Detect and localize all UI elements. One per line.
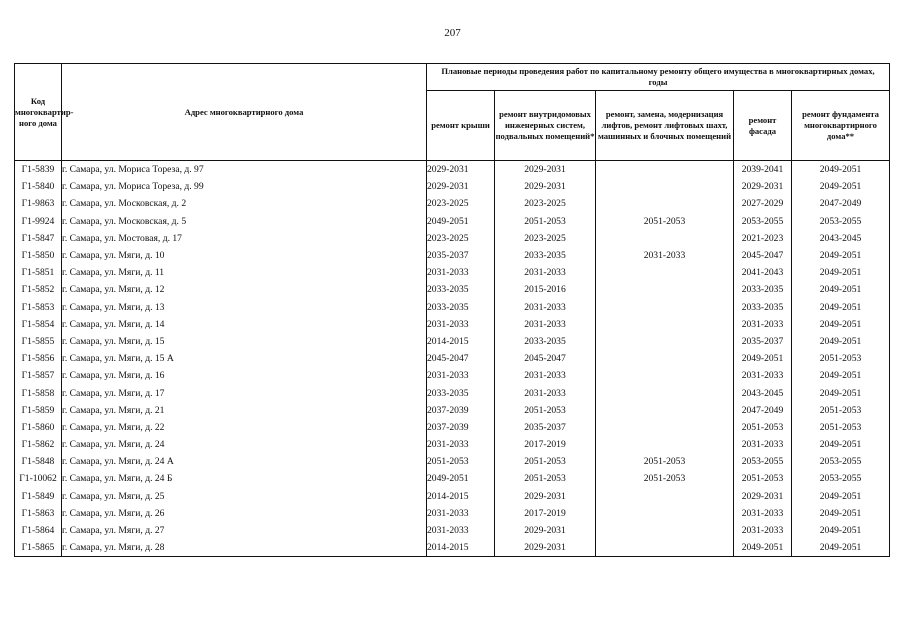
- cell-code: Г1-5863: [15, 505, 62, 522]
- table-body: [15, 161, 890, 557]
- header-foundation: ремонт фундамента многоквартирного дома**: [792, 91, 890, 161]
- cell-address: г. Самара, ул. Мяги, д. 15 А: [62, 350, 427, 367]
- cell-code: Г1-5855: [15, 333, 62, 350]
- cell-systems: 2023-2025: [495, 195, 596, 212]
- cell-foundation: 2053-2055: [792, 453, 890, 470]
- cell-elevators: [596, 384, 734, 401]
- cell-address: г. Самара, ул. Мяги, д. 21: [62, 402, 427, 419]
- header-systems: ремонт внутридомовых инженерных систем, подвальных помещений*: [495, 91, 596, 161]
- cell-foundation: 2049-2051: [792, 539, 890, 557]
- cell-systems: 2033-2035: [495, 333, 596, 350]
- cell-facade: 2031-2033: [734, 522, 792, 539]
- cell-address: г. Самара, ул. Мяги, д. 11: [62, 264, 427, 281]
- header-code: Код многоквартир-ного дома: [15, 64, 62, 161]
- cell-elevators: [596, 161, 734, 179]
- cell-roof: 2051-2053: [427, 453, 495, 470]
- cell-foundation: 2049-2051: [792, 281, 890, 298]
- cell-code: Г1-5840: [15, 178, 62, 195]
- cell-address: г. Самара, ул. Мостовая, д. 17: [62, 230, 427, 247]
- cell-elevators: [596, 264, 734, 281]
- table-row: [15, 367, 890, 384]
- table-row: [15, 470, 890, 487]
- cell-systems: 2029-2031: [495, 522, 596, 539]
- cell-roof: 2031-2033: [427, 522, 495, 539]
- cell-address: г. Самара, ул. Мяги, д. 24: [62, 436, 427, 453]
- cell-address: г. Самара, ул. Мяги, д. 22: [62, 419, 427, 436]
- cell-foundation: 2049-2051: [792, 436, 890, 453]
- cell-roof: 2037-2039: [427, 402, 495, 419]
- cell-roof: 2029-2031: [427, 178, 495, 195]
- cell-facade: 2051-2053: [734, 470, 792, 487]
- cell-facade: 2031-2033: [734, 316, 792, 333]
- cell-roof: 2023-2025: [427, 195, 495, 212]
- cell-roof: 2037-2039: [427, 419, 495, 436]
- cell-address: г. Самара, ул. Мяги, д. 10: [62, 247, 427, 264]
- table-row: [15, 384, 890, 401]
- cell-systems: 2051-2053: [495, 453, 596, 470]
- cell-systems: 2015-2016: [495, 281, 596, 298]
- cell-code: Г1-5864: [15, 522, 62, 539]
- header-address: Адрес многоквартирного дома: [62, 64, 427, 161]
- cell-foundation: 2049-2051: [792, 333, 890, 350]
- cell-address: г. Самара, ул. Мяги, д. 12: [62, 281, 427, 298]
- cell-foundation: 2049-2051: [792, 367, 890, 384]
- cell-systems: 2031-2033: [495, 264, 596, 281]
- cell-systems: 2017-2019: [495, 436, 596, 453]
- cell-systems: 2031-2033: [495, 384, 596, 401]
- table-row: [15, 299, 890, 316]
- cell-foundation: 2049-2051: [792, 299, 890, 316]
- cell-elevators: [596, 178, 734, 195]
- cell-roof: 2031-2033: [427, 436, 495, 453]
- cell-address: г. Самара, ул. Мяги, д. 14: [62, 316, 427, 333]
- cell-address: г. Самара, ул. Мяги, д. 24 Б: [62, 470, 427, 487]
- cell-code: Г1-5862: [15, 436, 62, 453]
- cell-roof: 2031-2033: [427, 367, 495, 384]
- cell-roof: 2031-2033: [427, 264, 495, 281]
- cell-foundation: 2049-2051: [792, 505, 890, 522]
- cell-facade: 2049-2051: [734, 350, 792, 367]
- cell-roof: 2014-2015: [427, 333, 495, 350]
- cell-roof: 2033-2035: [427, 299, 495, 316]
- cell-foundation: 2047-2049: [792, 195, 890, 212]
- cell-facade: 2043-2045: [734, 384, 792, 401]
- cell-code: Г1-9924: [15, 213, 62, 230]
- cell-roof: 2045-2047: [427, 350, 495, 367]
- cell-systems: 2023-2025: [495, 230, 596, 247]
- repair-schedule-table: [14, 63, 890, 557]
- header-periods: Плановые периоды проведения работ по капитальному ремонту общего имущества в многоквартирных домах, годы: [427, 64, 890, 91]
- table-row: [15, 539, 890, 557]
- cell-roof: 2029-2031: [427, 161, 495, 179]
- cell-roof: 2033-2035: [427, 281, 495, 298]
- cell-elevators: [596, 316, 734, 333]
- cell-roof: 2014-2015: [427, 488, 495, 505]
- cell-foundation: 2049-2051: [792, 488, 890, 505]
- cell-facade: 2027-2029: [734, 195, 792, 212]
- table-row: [15, 436, 890, 453]
- cell-code: Г1-5853: [15, 299, 62, 316]
- cell-elevators: [596, 195, 734, 212]
- cell-elevators: [596, 299, 734, 316]
- cell-roof: 2049-2051: [427, 470, 495, 487]
- table-row: [15, 453, 890, 470]
- cell-code: Г1-5851: [15, 264, 62, 281]
- cell-elevators: [596, 436, 734, 453]
- cell-systems: 2045-2047: [495, 350, 596, 367]
- cell-roof: 2035-2037: [427, 247, 495, 264]
- cell-address: г. Самара, ул. Мяги, д. 13: [62, 299, 427, 316]
- table-row: [15, 281, 890, 298]
- table-row: [15, 505, 890, 522]
- cell-foundation: 2051-2053: [792, 419, 890, 436]
- cell-foundation: 2049-2051: [792, 522, 890, 539]
- table-row: [15, 247, 890, 264]
- cell-elevators: [596, 367, 734, 384]
- cell-code: Г1-5865: [15, 539, 62, 557]
- cell-systems: 2029-2031: [495, 539, 596, 557]
- cell-elevators: [596, 505, 734, 522]
- table-row: [15, 213, 890, 230]
- cell-code: Г1-5856: [15, 350, 62, 367]
- table-row: [15, 350, 890, 367]
- cell-address: г. Самара, ул. Мяги, д. 28: [62, 539, 427, 557]
- cell-address: г. Самара, ул. Мяги, д. 25: [62, 488, 427, 505]
- cell-elevators: [596, 230, 734, 247]
- cell-facade: 2035-2037: [734, 333, 792, 350]
- cell-facade: 2021-2023: [734, 230, 792, 247]
- cell-facade: 2033-2035: [734, 281, 792, 298]
- cell-facade: 2033-2035: [734, 299, 792, 316]
- cell-address: г. Самара, ул. Мяги, д. 26: [62, 505, 427, 522]
- cell-systems: 2029-2031: [495, 178, 596, 195]
- cell-elevators: 2051-2053: [596, 470, 734, 487]
- cell-facade: 2049-2051: [734, 539, 792, 557]
- cell-foundation: 2049-2051: [792, 247, 890, 264]
- cell-code: Г1-9863: [15, 195, 62, 212]
- table-row: [15, 178, 890, 195]
- cell-foundation: 2049-2051: [792, 264, 890, 281]
- cell-address: г. Самара, ул. Мяги, д. 17: [62, 384, 427, 401]
- cell-code: Г1-5857: [15, 367, 62, 384]
- cell-systems: 2051-2053: [495, 213, 596, 230]
- cell-address: г. Самара, ул. Мяги, д. 15: [62, 333, 427, 350]
- cell-code: Г1-5850: [15, 247, 62, 264]
- cell-code: Г1-10062: [15, 470, 62, 487]
- cell-facade: 2045-2047: [734, 247, 792, 264]
- cell-foundation: 2049-2051: [792, 161, 890, 179]
- cell-systems: 2031-2033: [495, 316, 596, 333]
- table-row: [15, 264, 890, 281]
- table-row: [15, 230, 890, 247]
- cell-elevators: 2051-2053: [596, 453, 734, 470]
- table-row: [15, 161, 890, 179]
- cell-foundation: 2049-2051: [792, 316, 890, 333]
- table-row: [15, 488, 890, 505]
- header-roof: ремонт крыши: [427, 91, 495, 161]
- cell-systems: 2017-2019: [495, 505, 596, 522]
- cell-facade: 2029-2031: [734, 488, 792, 505]
- cell-address: г. Самара, ул. Мориса Тореза, д. 99: [62, 178, 427, 195]
- cell-elevators: [596, 419, 734, 436]
- cell-systems: 2031-2033: [495, 299, 596, 316]
- table-row: [15, 419, 890, 436]
- cell-code: Г1-5839: [15, 161, 62, 179]
- cell-facade: 2053-2055: [734, 453, 792, 470]
- cell-foundation: 2049-2051: [792, 384, 890, 401]
- cell-code: Г1-5849: [15, 488, 62, 505]
- cell-elevators: [596, 522, 734, 539]
- cell-systems: 2031-2033: [495, 367, 596, 384]
- cell-foundation: 2051-2053: [792, 402, 890, 419]
- cell-systems: 2029-2031: [495, 488, 596, 505]
- table-row: [15, 333, 890, 350]
- cell-foundation: 2051-2053: [792, 350, 890, 367]
- cell-code: Г1-5859: [15, 402, 62, 419]
- cell-code: Г1-5854: [15, 316, 62, 333]
- cell-elevators: 2051-2053: [596, 213, 734, 230]
- cell-code: Г1-5848: [15, 453, 62, 470]
- cell-address: г. Самара, ул. Мяги, д. 24 А: [62, 453, 427, 470]
- table-row: [15, 195, 890, 212]
- cell-roof: 2049-2051: [427, 213, 495, 230]
- cell-systems: 2033-2035: [495, 247, 596, 264]
- table-row: [15, 316, 890, 333]
- cell-facade: 2051-2053: [734, 419, 792, 436]
- cell-code: Г1-5858: [15, 384, 62, 401]
- cell-roof: 2014-2015: [427, 539, 495, 557]
- table-row: [15, 402, 890, 419]
- header-elevators: ремонт, замена, модернизация лифтов, ремонт лифтовых шахт, машинных и блочных помещений: [596, 91, 734, 161]
- table-row: [15, 522, 890, 539]
- cell-facade: 2047-2049: [734, 402, 792, 419]
- cell-facade: 2029-2031: [734, 178, 792, 195]
- cell-systems: 2035-2037: [495, 419, 596, 436]
- cell-foundation: 2053-2055: [792, 470, 890, 487]
- cell-roof: 2031-2033: [427, 316, 495, 333]
- cell-facade: 2039-2041: [734, 161, 792, 179]
- cell-facade: 2031-2033: [734, 367, 792, 384]
- cell-elevators: 2031-2033: [596, 247, 734, 264]
- cell-address: г. Самара, ул. Мяги, д. 16: [62, 367, 427, 384]
- cell-address: г. Самара, ул. Мориса Тореза, д. 97: [62, 161, 427, 179]
- cell-elevators: [596, 350, 734, 367]
- cell-elevators: [596, 539, 734, 557]
- page-number: 207: [444, 27, 461, 39]
- cell-elevators: [596, 333, 734, 350]
- cell-facade: 2053-2055: [734, 213, 792, 230]
- cell-address: г. Самара, ул. Мяги, д. 27: [62, 522, 427, 539]
- cell-address: г. Самара, ул. Московская, д. 2: [62, 195, 427, 212]
- cell-foundation: 2053-2055: [792, 213, 890, 230]
- cell-code: Г1-5852: [15, 281, 62, 298]
- cell-systems: 2029-2031: [495, 161, 596, 179]
- cell-systems: 2051-2053: [495, 470, 596, 487]
- cell-foundation: 2049-2051: [792, 178, 890, 195]
- cell-foundation: 2043-2045: [792, 230, 890, 247]
- cell-roof: 2031-2033: [427, 505, 495, 522]
- cell-facade: 2031-2033: [734, 436, 792, 453]
- cell-code: Г1-5860: [15, 419, 62, 436]
- cell-elevators: [596, 488, 734, 505]
- cell-code: Г1-5847: [15, 230, 62, 247]
- cell-elevators: [596, 402, 734, 419]
- header-facade: ремонт фасада: [734, 91, 792, 161]
- cell-facade: 2031-2033: [734, 505, 792, 522]
- cell-roof: 2033-2035: [427, 384, 495, 401]
- cell-systems: 2051-2053: [495, 402, 596, 419]
- cell-address: г. Самара, ул. Московская, д. 5: [62, 213, 427, 230]
- cell-elevators: [596, 281, 734, 298]
- cell-facade: 2041-2043: [734, 264, 792, 281]
- cell-roof: 2023-2025: [427, 230, 495, 247]
